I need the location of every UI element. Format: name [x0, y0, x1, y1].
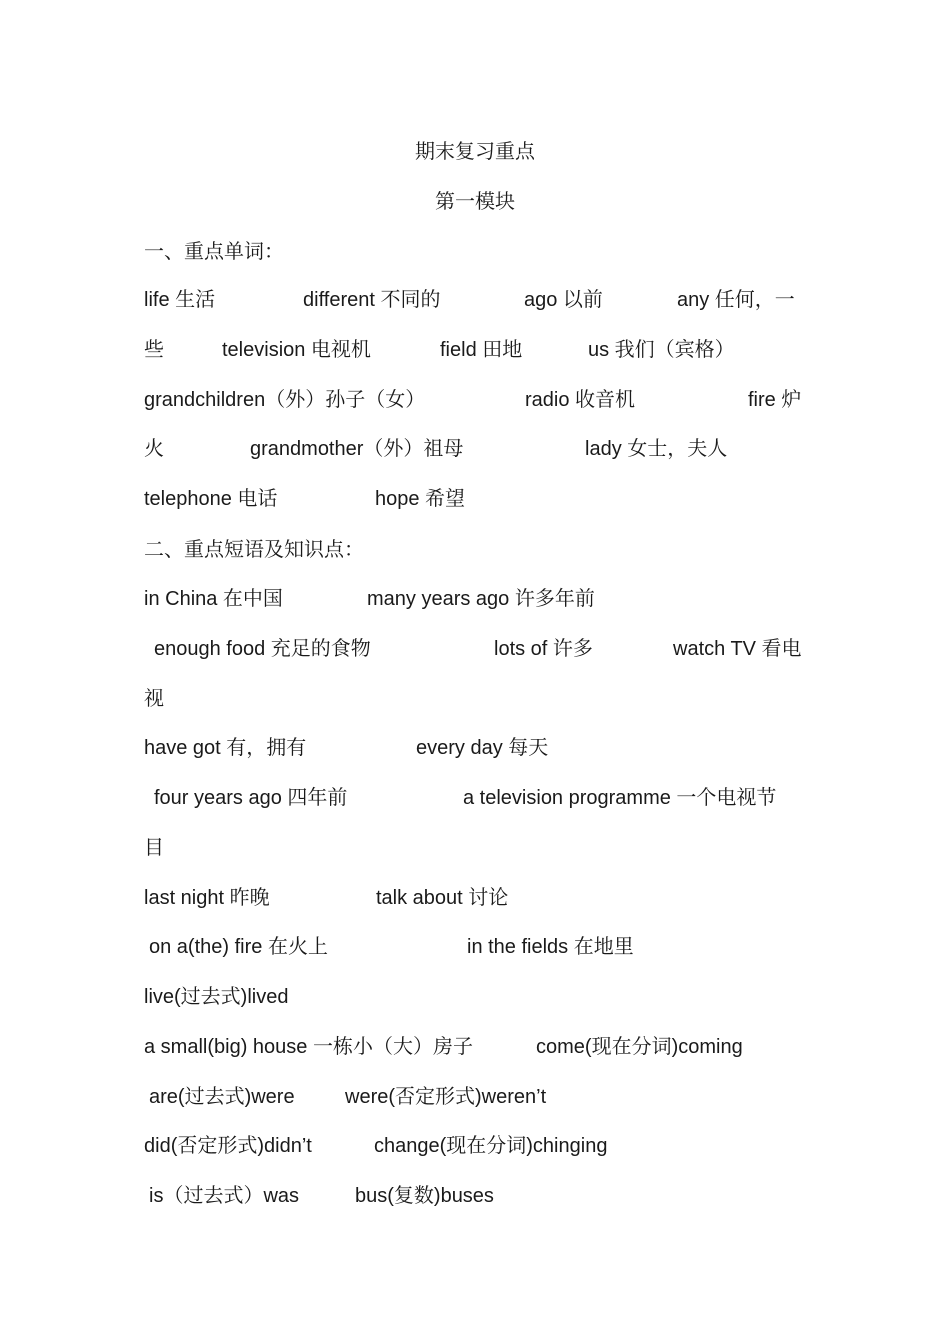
vocab-row: [144, 335, 808, 365]
phrase-item: did(否定形式)didn’t: [144, 1135, 312, 1157]
section-heading-vocab: 一、重点单词：: [144, 239, 284, 263]
phrase-row: [144, 1032, 808, 1062]
document-title: 期末复习重点: [415, 139, 535, 163]
vocab-item: grandchildren（外）孙子（女）: [144, 389, 426, 411]
phrase-row: [144, 684, 808, 714]
phrase-row: [144, 982, 808, 1012]
phrase-item: a small(big) house 一栋小（大）房子: [144, 1036, 473, 1058]
vocab-row: [144, 385, 808, 415]
vocab-item: field 田地: [440, 339, 523, 361]
phrase-row: [144, 1082, 808, 1112]
phrase-row: [144, 883, 808, 913]
vocab-row: [144, 285, 808, 315]
phrase-row: [144, 584, 808, 614]
phrase-item: in China 在中国: [144, 588, 283, 610]
phrase-item: change(现在分词)chinging: [374, 1135, 608, 1157]
vocab-item: any 任何，一: [677, 289, 795, 311]
phrase-item-continued: 目: [144, 837, 164, 859]
phrase-item: many years ago 许多年前: [367, 588, 595, 610]
module-heading: 第一模块: [435, 189, 515, 213]
phrase-row: [144, 1181, 808, 1211]
phrase-item: were(否定形式)weren’t: [345, 1086, 547, 1108]
vocab-row: [144, 434, 808, 464]
vocab-item: different 不同的: [303, 289, 441, 311]
phrase-item: have got 有，拥有: [144, 737, 307, 759]
phrase-item: watch TV 看电: [673, 638, 802, 660]
vocab-item: hope 希望: [375, 488, 466, 510]
phrase-row: [144, 783, 808, 813]
vocab-item: telephone 电话: [144, 488, 278, 510]
phrase-item: last night 昨晚: [144, 887, 270, 909]
phrase-row: [144, 932, 808, 962]
phrase-item: in the fields 在地里: [467, 936, 634, 958]
vocab-item: radio 收音机: [525, 389, 636, 411]
section-heading-phrases: 二、重点短语及知识点：: [144, 537, 364, 561]
phrase-item: enough food 充足的食物: [154, 638, 371, 660]
phrase-item: live(过去式)lived: [144, 986, 289, 1008]
vocab-item: fire 炉: [748, 389, 802, 411]
vocab-item: grandmother（外）祖母: [250, 438, 464, 460]
phrase-row: [144, 1131, 808, 1161]
vocab-item: us 我们（宾格）: [588, 339, 735, 361]
phrase-item: four years ago 四年前: [154, 787, 348, 809]
vocab-row: [144, 484, 808, 514]
phrase-item: lots of 许多: [494, 638, 593, 660]
vocab-item: ago 以前: [524, 289, 603, 311]
vocab-item: television 电视机: [222, 339, 371, 361]
vocab-item: lady 女士，夫人: [585, 438, 728, 460]
vocab-item-continued: 些: [144, 339, 164, 361]
phrase-item: is（过去式）was: [149, 1185, 300, 1207]
phrase-row: [144, 634, 808, 664]
phrase-row: [144, 733, 808, 763]
phrase-item: a television programme 一个电视节: [463, 787, 777, 809]
phrase-item: on a(the) fire 在火上: [149, 936, 328, 958]
vocab-item: life 生活: [144, 289, 216, 311]
phrase-item: every day 每天: [416, 737, 549, 759]
vocab-item-continued: 火: [144, 438, 164, 460]
phrase-item: are(过去式)were: [149, 1086, 295, 1108]
phrase-item: come(现在分词)coming: [536, 1036, 743, 1058]
phrase-item: talk about 讨论: [376, 887, 509, 909]
phrase-row: [144, 833, 808, 863]
phrase-item: bus(复数)buses: [355, 1185, 494, 1207]
phrase-item-continued: 视: [144, 688, 164, 710]
